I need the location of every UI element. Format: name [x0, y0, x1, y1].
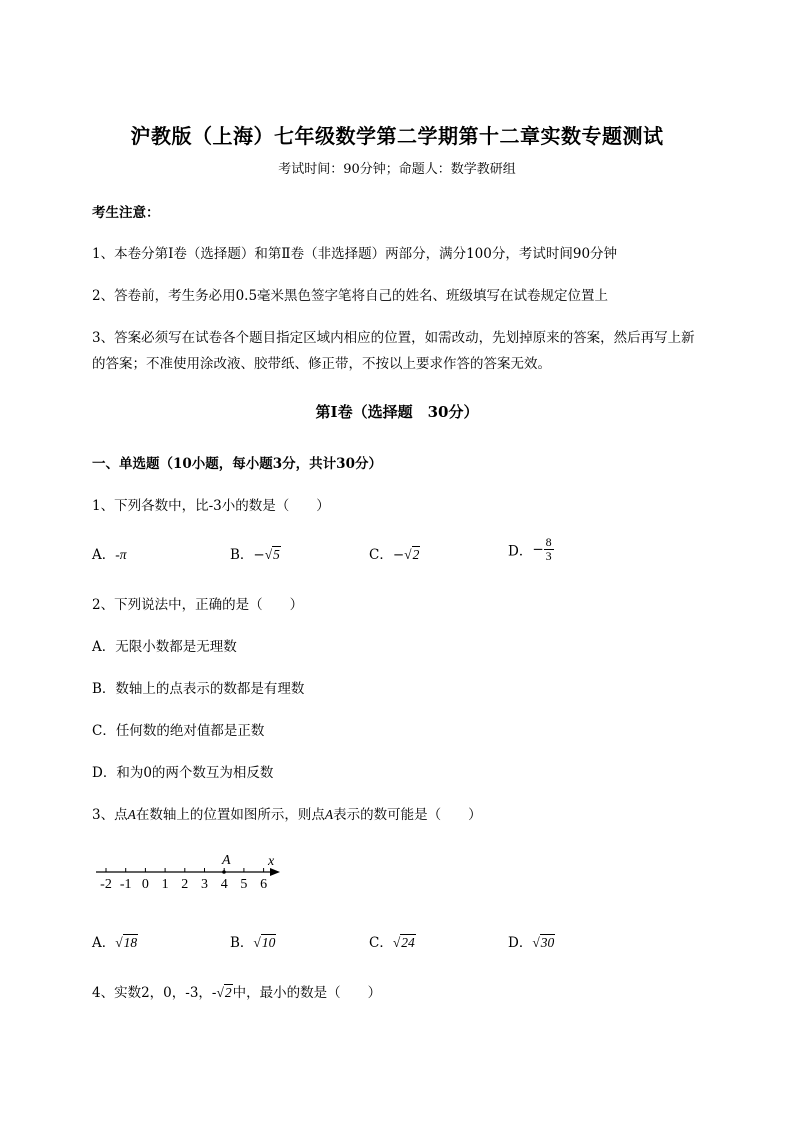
- notice-item-2: 2、答卷前，考生务必用0.5毫米黑色签字笔将自己的姓名、班级填写在试卷规定位置上: [92, 288, 609, 304]
- point-a-dot: [222, 870, 226, 874]
- sqrt-radicand: 24: [401, 935, 415, 950]
- sqrt-radicand: 2: [224, 985, 232, 1000]
- question-3-option-a: [92, 931, 138, 951]
- fraction-denominator: 3: [545, 549, 552, 563]
- question-2-option-b: B．数轴上的点表示的数都是有理数: [92, 681, 305, 697]
- point-variable: A: [324, 807, 334, 822]
- axis-tick-label: 3: [201, 877, 208, 892]
- option-label: C．: [369, 547, 393, 563]
- stem-text: 中，最小的数是（ ）: [232, 985, 382, 1001]
- axis-arrow-icon: [270, 868, 280, 876]
- stem-text: 在数轴上的位置如图所示，则点: [135, 807, 325, 823]
- sqrt-radicand: 2: [412, 547, 420, 562]
- notice-item-1: 1、本卷分第Ⅰ卷（选择题）和第Ⅱ卷（非选择题）两部分，满分100分，考试时间90分钟: [92, 246, 618, 262]
- axis-tick-label: 1: [161, 877, 169, 892]
- question-1-stem: 1、下列各数中，比-3小的数是（ ）: [92, 498, 330, 514]
- sqrt-symbol: √24: [392, 935, 415, 950]
- axis-x-label: x: [268, 854, 275, 869]
- question-2-option-a: A．无限小数都是无理数: [92, 639, 237, 655]
- point-a-label: A: [222, 853, 231, 868]
- axis-tick-label: 2: [181, 877, 189, 892]
- sqrt-symbol: √2: [404, 547, 420, 562]
- option-label: B．: [230, 547, 254, 563]
- axis-tick-label: 6: [260, 877, 268, 892]
- section-title: 一、单选题（10小题，每小题3分，共计30分）: [92, 456, 382, 472]
- question-3-option-b: [230, 931, 276, 951]
- option-label: B．: [230, 935, 254, 951]
- axis-tick-label: 4: [220, 877, 228, 892]
- notice-item-3-cont: 的答案；不准使用涂改液、胶带纸、修正带，不按以上要求作答的答案无效。: [92, 356, 551, 372]
- question-1-option-a: [92, 543, 127, 563]
- sqrt-radicand: 5: [273, 547, 280, 562]
- number-line-figure: [94, 845, 294, 895]
- option-sign: −: [253, 547, 265, 563]
- question-4-stem: [92, 981, 381, 1001]
- notice-item-3: 3、答案必须写在试卷各个题目指定区域内相应的位置，如需改动，先划掉原来的答案，然后再写上新: [92, 330, 695, 346]
- option-sign: −: [392, 547, 405, 563]
- question-1-option-d: [508, 536, 554, 563]
- stem-text: 3、点: [92, 807, 128, 823]
- axis-tick-label: -1: [119, 877, 132, 892]
- option-label: C．: [369, 935, 393, 951]
- question-3-option-d: [508, 931, 555, 951]
- sqrt-symbol: √10: [253, 935, 276, 950]
- sqrt-symbol: √18: [115, 935, 138, 950]
- fraction-numerator: 8: [545, 535, 552, 549]
- fraction: [544, 536, 554, 563]
- option-label: A．: [92, 935, 116, 951]
- question-2-option-c: C．任何数的绝对值都是正数: [92, 723, 265, 739]
- option-sign: −: [532, 541, 544, 558]
- sqrt-symbol: √30: [532, 935, 555, 950]
- notice-heading: 考生注意：: [92, 205, 160, 221]
- sqrt-radicand: 18: [123, 935, 138, 950]
- option-label: D．: [508, 935, 533, 951]
- option-label: A．: [92, 547, 116, 563]
- exam-subtitle: 考试时间：90分钟；命题人：数学教研组: [278, 162, 516, 177]
- axis-tick-label: 5: [240, 877, 248, 892]
- page-title: 沪教版（上海）七年级数学第二学期第十二章实数专题测试: [130, 124, 664, 148]
- axis-tick-label: -2: [100, 877, 112, 892]
- option-label: D．: [508, 543, 533, 560]
- stem-text: 4、实数2，0，-3，-: [92, 985, 217, 1001]
- sqrt-symbol: √5: [264, 547, 280, 562]
- question-2-stem: 2、下列说法中，正确的是（ ）: [92, 597, 304, 613]
- question-3-option-c: [369, 931, 416, 951]
- sqrt-symbol: √2: [216, 985, 232, 1000]
- sqrt-radicand: 10: [261, 935, 276, 950]
- question-1-option-c: [369, 543, 420, 563]
- stem-text: 表示的数可能是（ ）: [333, 807, 482, 823]
- axis-tick-label: 0: [141, 877, 149, 892]
- question-1-option-b: [230, 543, 281, 563]
- question-2-option-d: D．和为0的两个数互为相反数: [92, 765, 274, 781]
- part-title: 第Ⅰ卷（选择题 30分）: [315, 403, 479, 421]
- question-3-stem: [92, 803, 482, 823]
- point-variable: A: [127, 807, 136, 822]
- sqrt-radicand: 30: [540, 935, 555, 950]
- option-math: -π: [115, 547, 127, 562]
